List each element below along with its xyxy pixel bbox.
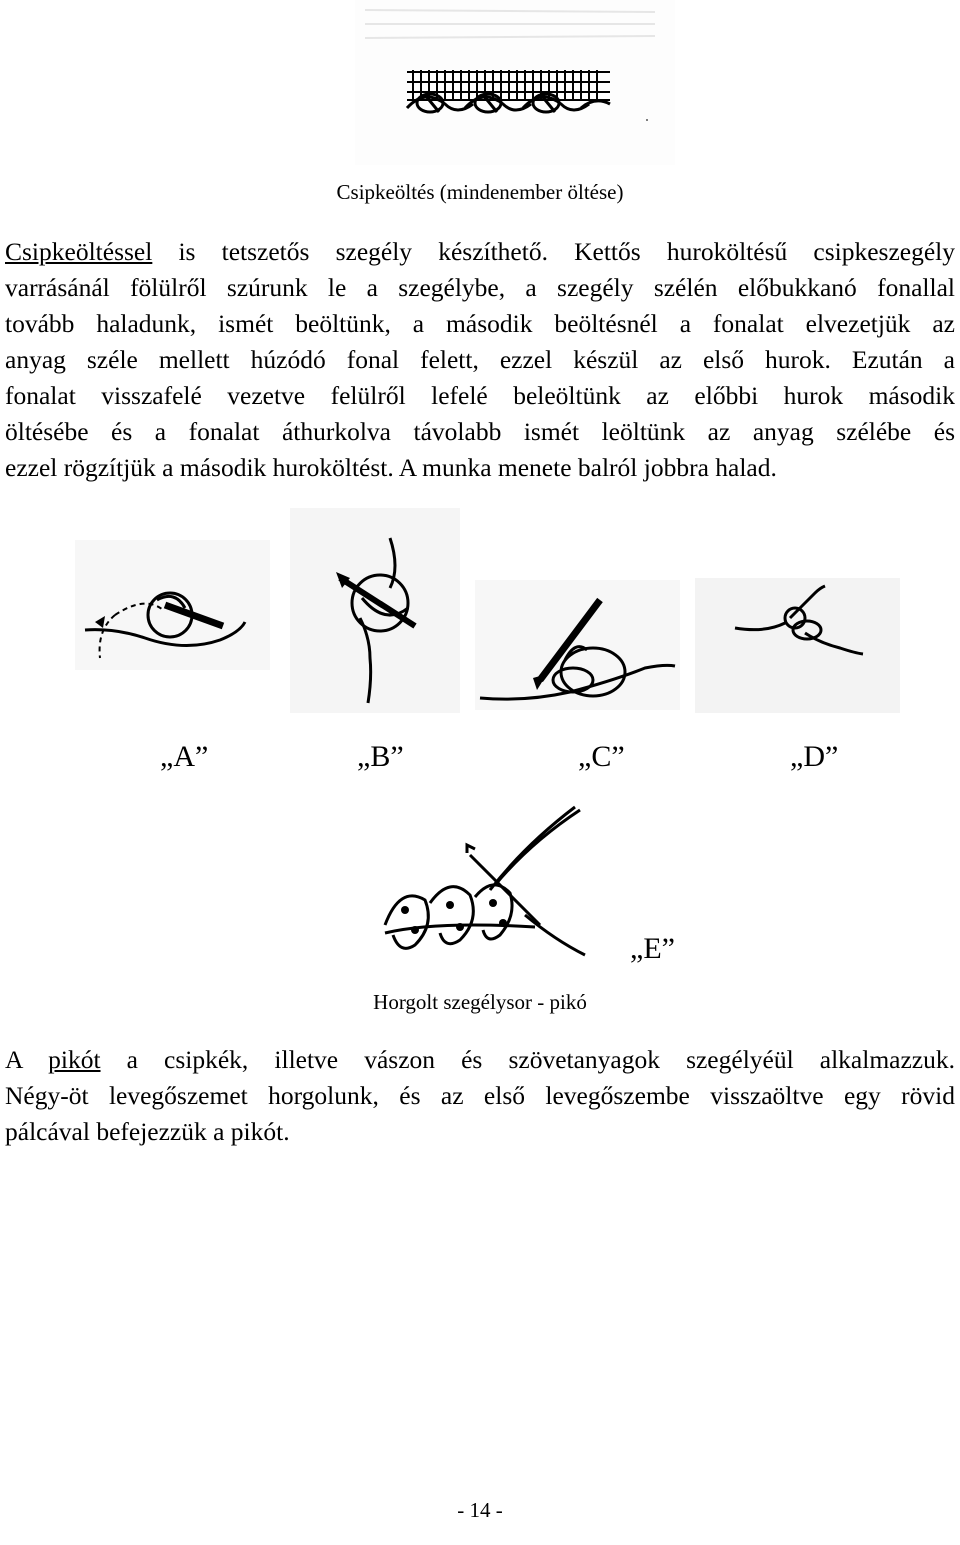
step-label-e: „E” xyxy=(630,932,675,965)
paragraph1-line: fonalat visszafelé vezetve felülről lefelé beleöltünk az előbbi hurok második xyxy=(5,381,955,410)
paragraph-lace-stitch xyxy=(5,234,955,486)
step-d-illustration xyxy=(695,578,900,713)
step-label-a: „A” xyxy=(160,740,209,773)
paragraph1-line: anyag széle mellett húzódó fonal felett, ezzel készül az első hurok. Ezután a xyxy=(5,345,955,374)
top-figure-caption: Csipkeöltés (mindenember öltése) xyxy=(336,180,624,204)
crochet-figure-caption: Horgolt szegélysor - pikó xyxy=(373,990,587,1014)
paragraph1-line: tovább haladunk, ismét beöltünk, a második beöltésnél a fonalat elvezetjük az xyxy=(5,309,955,338)
keyword-pikot: pikót xyxy=(48,1045,101,1074)
paragraph1-line: varrásánál fölülről szúrunk le a szegélybe, a szegély szélén előbukkanó fonallal xyxy=(5,273,955,302)
lace-stitch-illustration xyxy=(355,0,685,170)
step-label-b: „B” xyxy=(357,740,404,773)
paragraph1-line: ezzel rögzítjük a második huroköltést. A munka menete balról jobbra halad. xyxy=(5,453,777,482)
step-c-illustration xyxy=(475,580,680,710)
step-label-d: „D” xyxy=(790,740,839,773)
step-b-illustration xyxy=(290,508,460,713)
paragraph1-line: öltésébe és a fonalat áthurkolva távolabb ismét leöltünk az anyag szélébe és xyxy=(5,417,955,446)
paragraph-picot xyxy=(5,1042,955,1150)
paragraph1-line: Csipkeöltéssel is tetszetős szegély készíthető. Kettős huroköltésű csipkeszegély xyxy=(5,237,955,266)
crochet-picot-illustration xyxy=(375,805,590,965)
page-number: - 14 - xyxy=(457,1498,503,1522)
keyword-csipkeoltessel: Csipkeöltéssel xyxy=(5,237,153,266)
paragraph2-line: Négy-öt levegőszemet horgolunk, és az első levegőszembe visszaöltve egy rövid xyxy=(5,1081,955,1110)
paragraph2-line: A pikót a csipkék, illetve vászon és szövetanyagok szegélyéül alkalmazzuk. xyxy=(5,1045,955,1074)
paragraph2-line: pálcával befejezzük a pikót. xyxy=(5,1117,290,1146)
step-a-illustration xyxy=(75,540,270,670)
step-label-c: „C” xyxy=(578,740,625,773)
